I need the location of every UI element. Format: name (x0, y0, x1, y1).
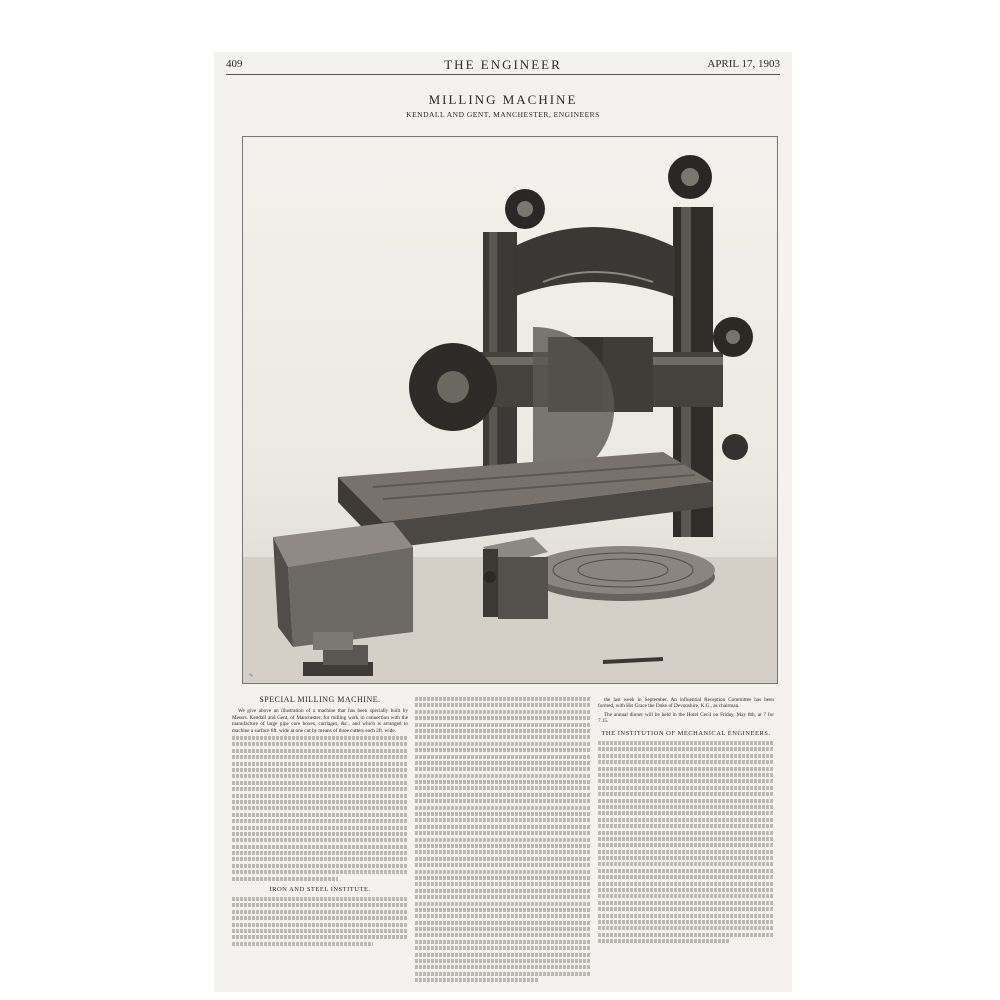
column-1 (232, 697, 408, 948)
column-1-bottom-lines (232, 897, 408, 946)
milling-machine-drawing (243, 137, 777, 683)
page-number: 409 (226, 58, 243, 70)
column-2-text-lines (415, 697, 591, 982)
machine-illustration (242, 136, 778, 684)
article-intro-paragraph: We give above an illustration of a machine that has been specially built by Messrs. Kendall and Gent, of Manchester, for milling work in connection with the manufacture of large pipe core boxes, carriages, &c., and which is arranged to machine a surface 6ft. wide at one cut by means of three cutters each 2ft. wide. (232, 708, 408, 734)
reception-committee-paragraph: the last week in September. An influential Reception Committee has been formed, with His Grace the Duke of Devonshire, K.G., as chairman. (598, 697, 774, 710)
article-heading-special-milling: SPECIAL MILLING MACHINE. (259, 695, 381, 704)
journal-title: THE ENGINEER (444, 57, 562, 72)
article-heading-iron-steel: IRON AND STEEL INSTITUTE. (269, 885, 371, 893)
column-3 (598, 697, 774, 946)
figure-subtitle: KENDALL AND GENT, MANCHESTER, ENGINEERS (406, 110, 600, 119)
newspaper-page (214, 52, 792, 992)
article-heading-mechanical-engineers: THE INSTITUTION OF MECHANICAL ENGINEERS. (601, 729, 771, 737)
column-3-text-lines (598, 741, 774, 943)
annual-dinner-paragraph: The annual dinner will be held in the Hotel Cecil on Friday, May 8th, at 7 for 7.15. (598, 711, 774, 725)
page-header (226, 58, 780, 78)
header-rule (226, 74, 780, 75)
issue-date: APRIL 17, 1903 (707, 58, 780, 70)
svg-text:✎: ✎ (249, 674, 254, 679)
column-2 (415, 697, 591, 985)
column-1-text-lines (232, 736, 408, 881)
figure-title: MILLING MACHINE (428, 92, 578, 107)
